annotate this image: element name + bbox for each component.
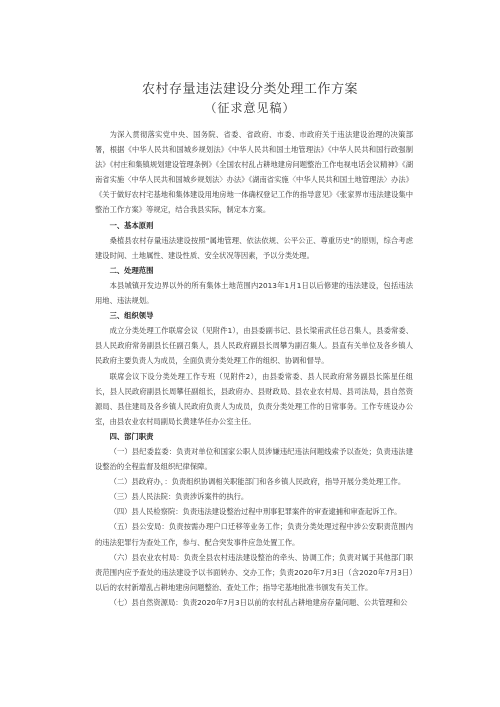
section-heading: 二、处理范围	[109, 265, 154, 275]
intro-paragraph: 为深入贯彻落实党中央、国务院、省委、省政府、市委、市政府关于违法建设治理的决策部署，根据《中华人民共和国城乡规划法》《中华人民共和国土地管理法》《中华人民共和国行政强制法》《村庄和集镇规划建设管理条例》《全国农村乱占耕地建房问题整治工作电视电话会议精神》《湖南省实施〈中华人民共和国城乡规划法〉办法》《湖南省实施〈中华人民共和国土地管理法〉办法》《关于做好农村宅基地和集体建设用地房地一体确权登记工作的指导意见》《张家界市违法建设集中整治工作方案》等规定，结合我县实际，制定本方案。	[95, 130, 413, 215]
paragraph: （六）县农业农村局：负责全县农村违法建设整治的牵头、协调工作；负责对属于其他部门职责范围内应予查处的违法建设予以书面转办、交办工作；负责2020年7月3日（含2020年7月3日）以后的农村新增乱占耕地建房问题整治、查处工作；指导宅基地批准书颁发有关工作。	[95, 552, 413, 592]
paragraph: （二）县政府办，：负责组织协调相关职能部门和各乡镇人民政府，指导开展分类处理工作。	[109, 477, 406, 487]
document-subtitle: （征求意见稿）	[204, 101, 296, 115]
paragraph: 桑植县农村存量违法建设按照“属地管理、依法依规、公平公正、尊重历史”的原则，综合考虑建设时间、土地属性、建设性质、安全状况等因素，予以分类处理。	[95, 235, 413, 260]
section-heading: 四、部门职责	[109, 431, 154, 441]
paragraph: （三）县人民法院：负责涉诉案件的执行。	[109, 492, 249, 502]
paragraph: 联席会议下设分类处理工作专班（见附件2），由县委常委、县人民政府常务副县长陈星任组长，县人民政府副县长周攀任副组长，县政府办、县财政局、县农业农村局、县司法局，县自然资源局、县住建局及各乡镇人民政府负责人为成员，负责分类处理工作的日常事务。工作专班设办公室，由县农业农村局副局长黄建华任办公室主任。	[95, 371, 413, 426]
paragraph: （五）县公安局：负责按需办理户口迁移等业务工作；负责分类处理过程中涉公安职责范围内的违法犯罪行为查处工作，参与、配合突发事件应急处置工作。	[95, 522, 413, 547]
paragraph: 本县城镇开发边界以外的所有集体土地范围内2013年1月1日以后修建的违法建设，包括违法用地、违法规划。	[95, 280, 413, 306]
paragraph: （七）县自然资源局：负责2020年7月3日以前的农村乱占耕地建房存量问题、公共管理和公	[109, 597, 408, 607]
document-title: 农村存量违法建设分类处理工作方案	[141, 82, 358, 97]
document-body	[95, 127, 413, 610]
paragraph: 成立分类处理工作联席会议（见附件1），由县委副书记、县长梁甫武任总召集人，县委常委、县人民政府常务副县长任副召集人，县人民政府副县长周攀为副召集人。县直有关单位及各乡镇人民政府主要负责人为成员，全面负责分类处理工作的组织、协调和督导。	[95, 326, 413, 366]
paragraph: （四）县人民检察院：负责违法建设整治过程中刑事犯罪案件的审查逮捕和审查起诉工作。	[109, 507, 402, 517]
section-heading: 一、基本原则	[109, 220, 154, 230]
section-heading: 三、组织领导	[109, 311, 154, 321]
paragraph: （一）县纪委监委：负责对单位和国家公职人员涉嫌违纪违法问题线索予以查处；负责违法建设整治的全程监督及组织纪律保障。	[95, 446, 413, 472]
